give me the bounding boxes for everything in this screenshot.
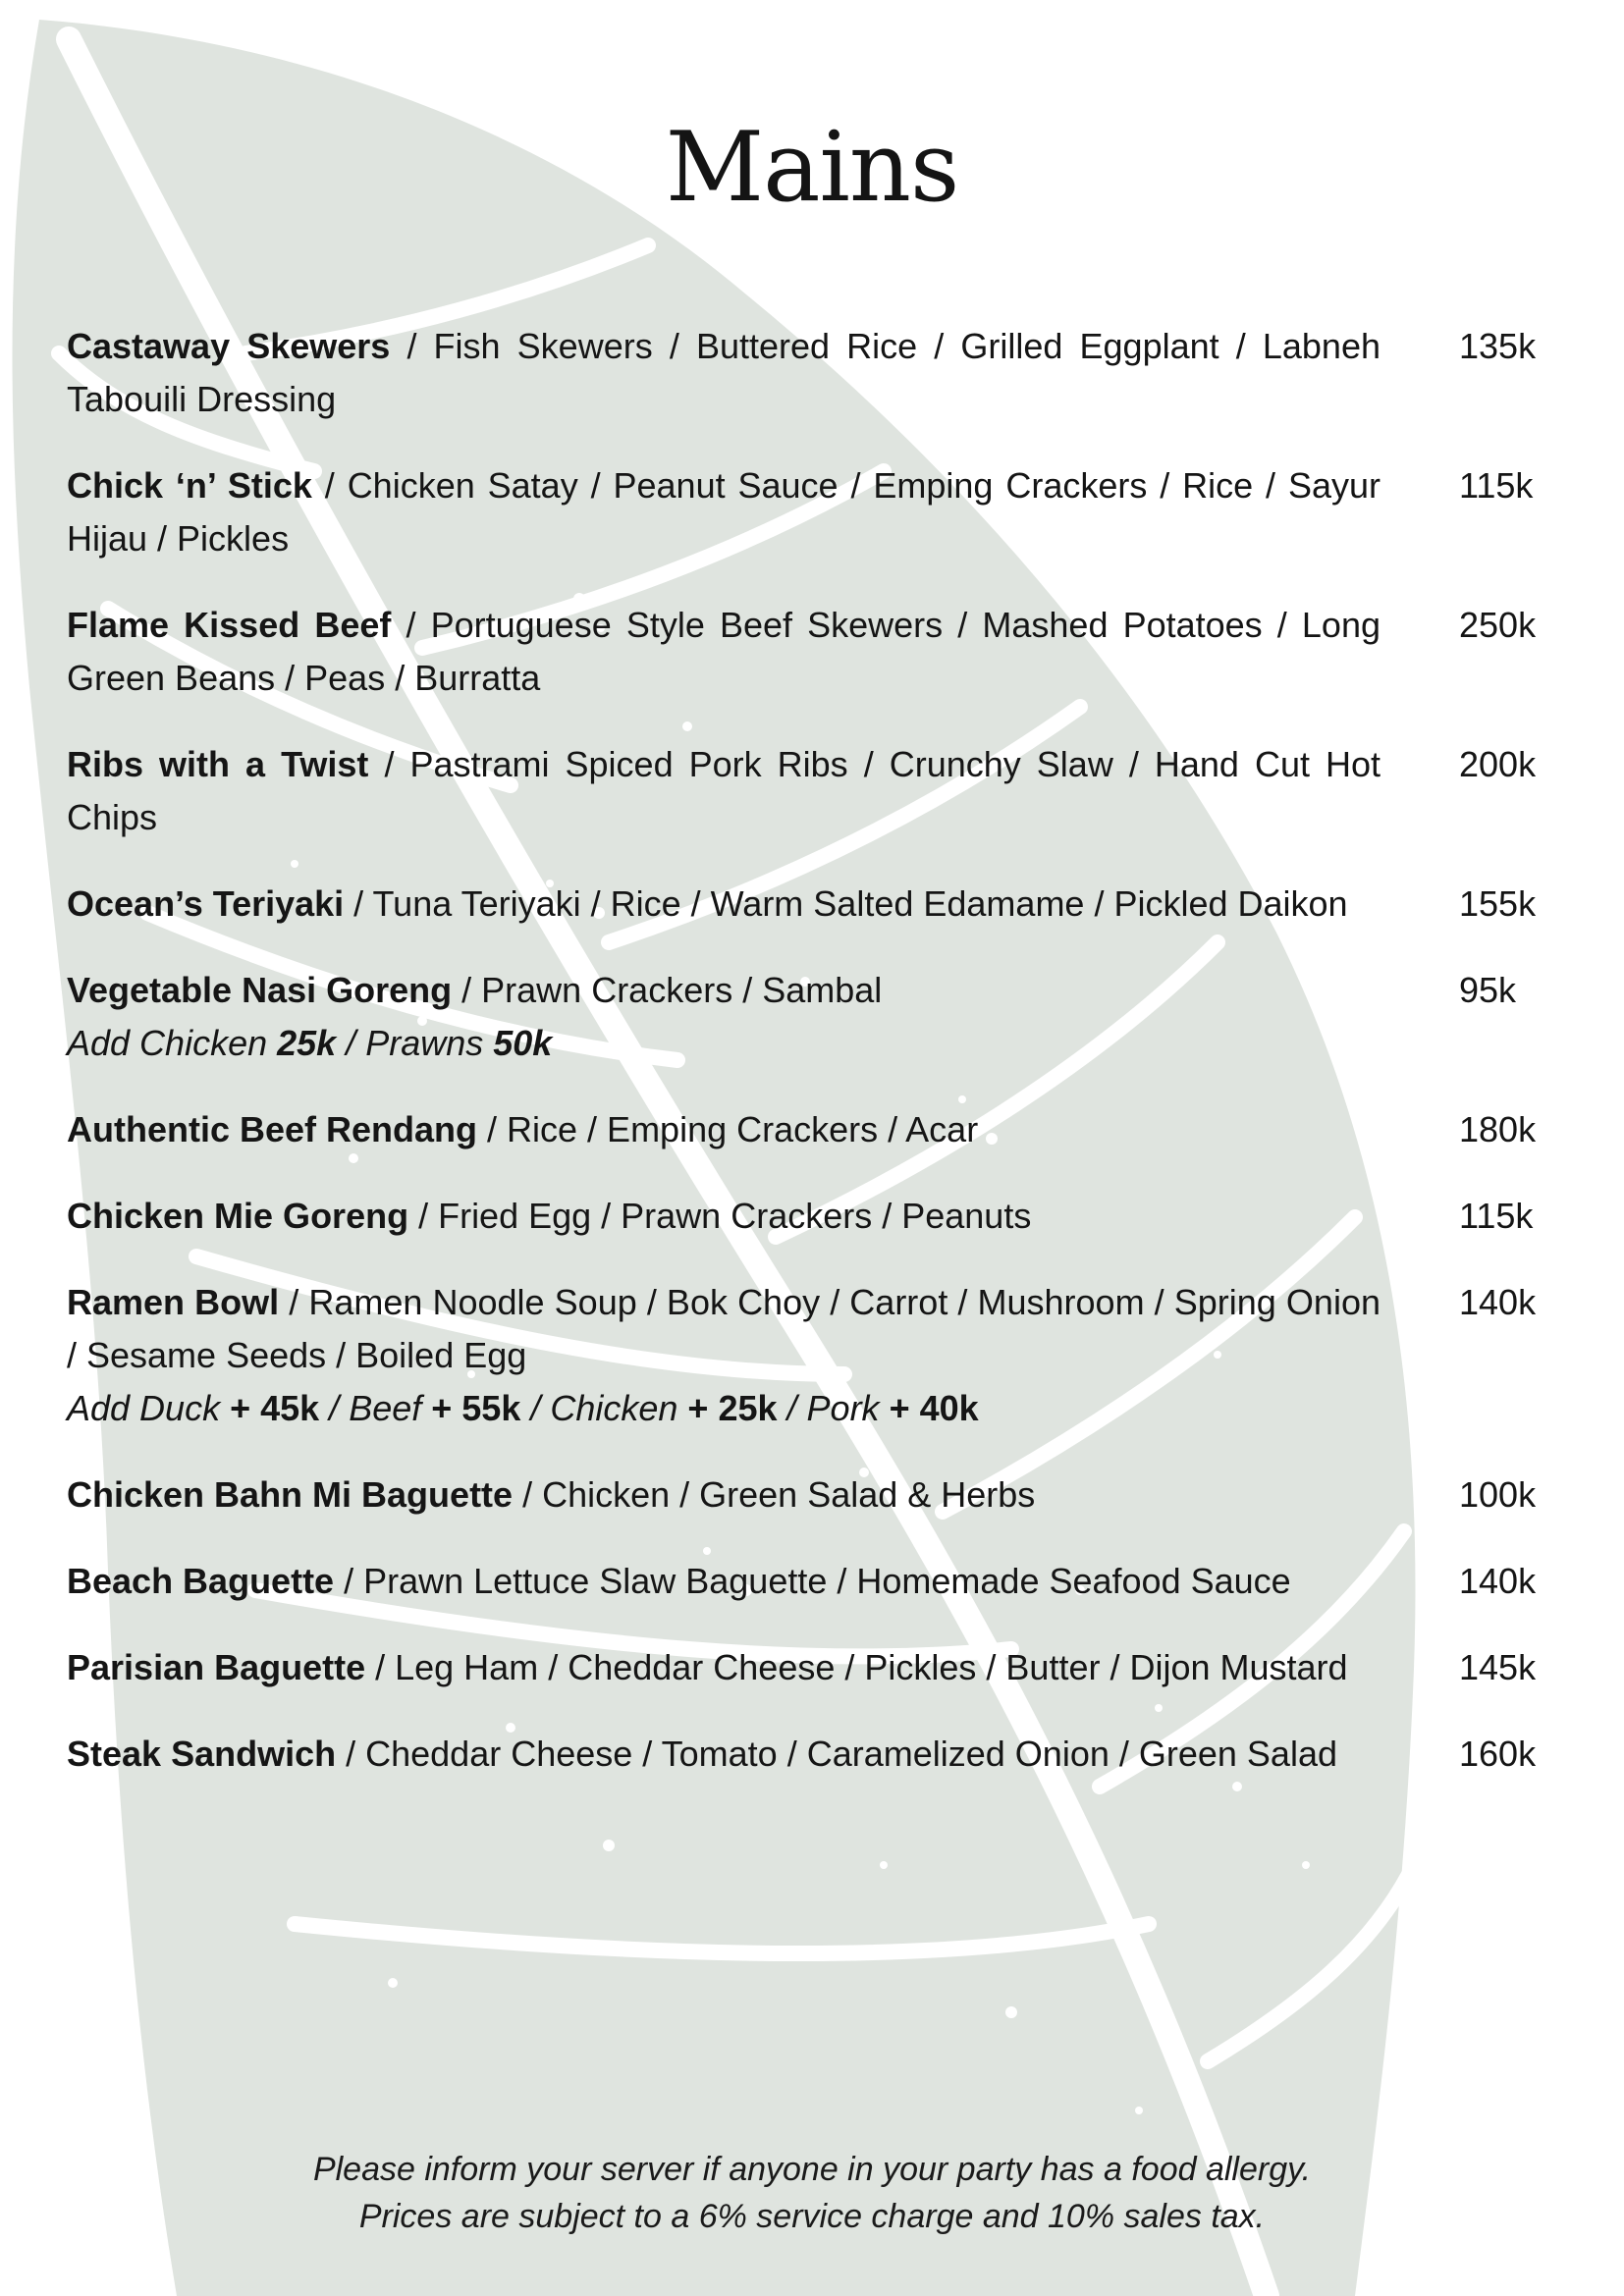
item-name: Castaway Skewers — [67, 326, 391, 366]
menu-item — [67, 738, 1569, 844]
addon-label: Prawns — [365, 1023, 494, 1063]
item-name: Ocean’s Teriyaki — [67, 883, 345, 924]
item-description — [67, 1555, 1380, 1608]
item-components: / Chicken Satay / Peanut Sauce / Emping Crackers / Rice / Sayur Hijau / Pickles — [67, 465, 1381, 559]
addon-price: 25k — [277, 1023, 337, 1063]
tax-note: Prices are subject to a 6% service charge and 10% sales tax. — [358, 2198, 1266, 2235]
addon-separator: / — [777, 1388, 807, 1428]
addon-label: Beef — [349, 1388, 432, 1428]
item-components: / Prawn Crackers / Sambal — [452, 970, 883, 1010]
item-name: Ramen Bowl — [67, 1282, 280, 1322]
item-price: 160k — [1459, 1734, 1537, 1774]
addon-label: Chicken — [550, 1388, 688, 1428]
item-name: Vegetable Nasi Goreng — [67, 970, 453, 1010]
menu-item — [67, 878, 1569, 931]
addon-price: + 25k — [687, 1388, 778, 1428]
item-description — [67, 459, 1380, 565]
item-addons — [67, 1017, 1380, 1070]
item-components: / Rice / Emping Crackers / Acar — [477, 1109, 979, 1149]
allergy-note: Please inform your server if anyone in your party has a food allergy. — [312, 2151, 1312, 2188]
item-components: / Tuna Teriyaki / Rice / Warm Salted Edamame / Pickled Daikon — [344, 883, 1348, 924]
menu-item — [67, 599, 1569, 705]
item-price: 100k — [1459, 1474, 1537, 1515]
menu-item — [67, 1641, 1569, 1694]
item-components: / Pastrami Spiced Pork Ribs / Crunchy Slaw / Hand Cut Hot Chips — [67, 744, 1381, 837]
item-name: Ribs with a Twist — [67, 744, 369, 784]
menu-item — [67, 1468, 1569, 1522]
addon-label: Add Chicken — [67, 1023, 278, 1063]
item-price: 180k — [1459, 1109, 1537, 1149]
item-price: 155k — [1459, 883, 1537, 924]
footer-notes — [0, 2146, 1624, 2240]
addon-separator: / — [520, 1388, 551, 1428]
item-components: / Fish Skewers / Buttered Rice / Grilled Eggplant / Labneh Tabouili Dressing — [67, 326, 1380, 419]
item-price: 115k — [1459, 1196, 1534, 1236]
item-description — [67, 964, 1380, 1017]
menu-item — [67, 1103, 1569, 1156]
menu-item — [67, 1728, 1569, 1781]
item-description — [67, 878, 1380, 931]
item-name: Chicken Mie Goreng — [67, 1196, 409, 1236]
item-description — [67, 1190, 1380, 1243]
item-addons — [67, 1382, 1380, 1435]
item-components: / Leg Ham / Cheddar Cheese / Pickles / Butter / Dijon Mustard — [365, 1647, 1348, 1687]
item-description — [67, 1276, 1380, 1382]
menu-item — [67, 1190, 1569, 1243]
item-name: Parisian Baguette — [67, 1647, 366, 1687]
addon-label: Pork — [806, 1388, 890, 1428]
item-price: 115k — [1459, 465, 1534, 506]
item-price: 95k — [1459, 970, 1517, 1010]
item-description — [67, 738, 1380, 844]
addon-price: + 45k — [230, 1388, 320, 1428]
menu-list — [67, 320, 1569, 1814]
item-price: 140k — [1459, 1282, 1537, 1322]
addon-separator: / — [336, 1023, 366, 1063]
item-components: / Fried Egg / Prawn Crackers / Peanuts — [408, 1196, 1032, 1236]
item-name: Beach Baguette — [67, 1561, 335, 1601]
addon-price: + 40k — [889, 1388, 979, 1428]
item-price: 140k — [1459, 1561, 1537, 1601]
item-name: Authentic Beef Rendang — [67, 1109, 478, 1149]
item-price: 135k — [1459, 326, 1537, 366]
menu-item — [67, 1555, 1569, 1608]
item-description — [67, 1728, 1380, 1781]
item-name: Steak Sandwich — [67, 1734, 337, 1774]
item-components: / Cheddar Cheese / Tomato / Caramelized Onion / Green Salad — [336, 1734, 1337, 1774]
menu-item — [67, 320, 1569, 426]
item-name: Flame Kissed Beef — [67, 605, 392, 645]
addon-label: Add Duck — [67, 1388, 231, 1428]
addon-price: 50k — [493, 1023, 553, 1063]
item-description — [67, 320, 1380, 426]
menu-item — [67, 459, 1569, 565]
addon-price: + 55k — [431, 1388, 521, 1428]
item-price: 250k — [1459, 605, 1537, 645]
item-description — [67, 1468, 1380, 1522]
addon-separator: / — [319, 1388, 350, 1428]
item-name: Chicken Bahn Mi Baguette — [67, 1474, 514, 1515]
item-price: 145k — [1459, 1647, 1537, 1687]
item-description — [67, 599, 1380, 705]
item-description — [67, 1641, 1380, 1694]
menu-item — [67, 964, 1569, 1070]
item-components: / Ramen Noodle Soup / Bok Choy / Carrot / Mushroom / Spring Onion / Sesame Seeds / Boiled Egg — [67, 1282, 1380, 1375]
item-name: Chick ‘n’ Stick — [67, 465, 312, 506]
item-price: 200k — [1459, 744, 1537, 784]
item-components: / Prawn Lettuce Slaw Baguette / Homemade Seafood Sauce — [334, 1561, 1291, 1601]
menu-item — [67, 1276, 1569, 1435]
item-description — [67, 1103, 1380, 1156]
page-title: Mains — [665, 111, 959, 224]
item-components: / Portuguese Style Beef Skewers / Mashed Potatoes / Long Green Beans / Peas / Burratta — [67, 605, 1380, 698]
item-components: / Chicken / Green Salad & Herbs — [513, 1474, 1036, 1515]
